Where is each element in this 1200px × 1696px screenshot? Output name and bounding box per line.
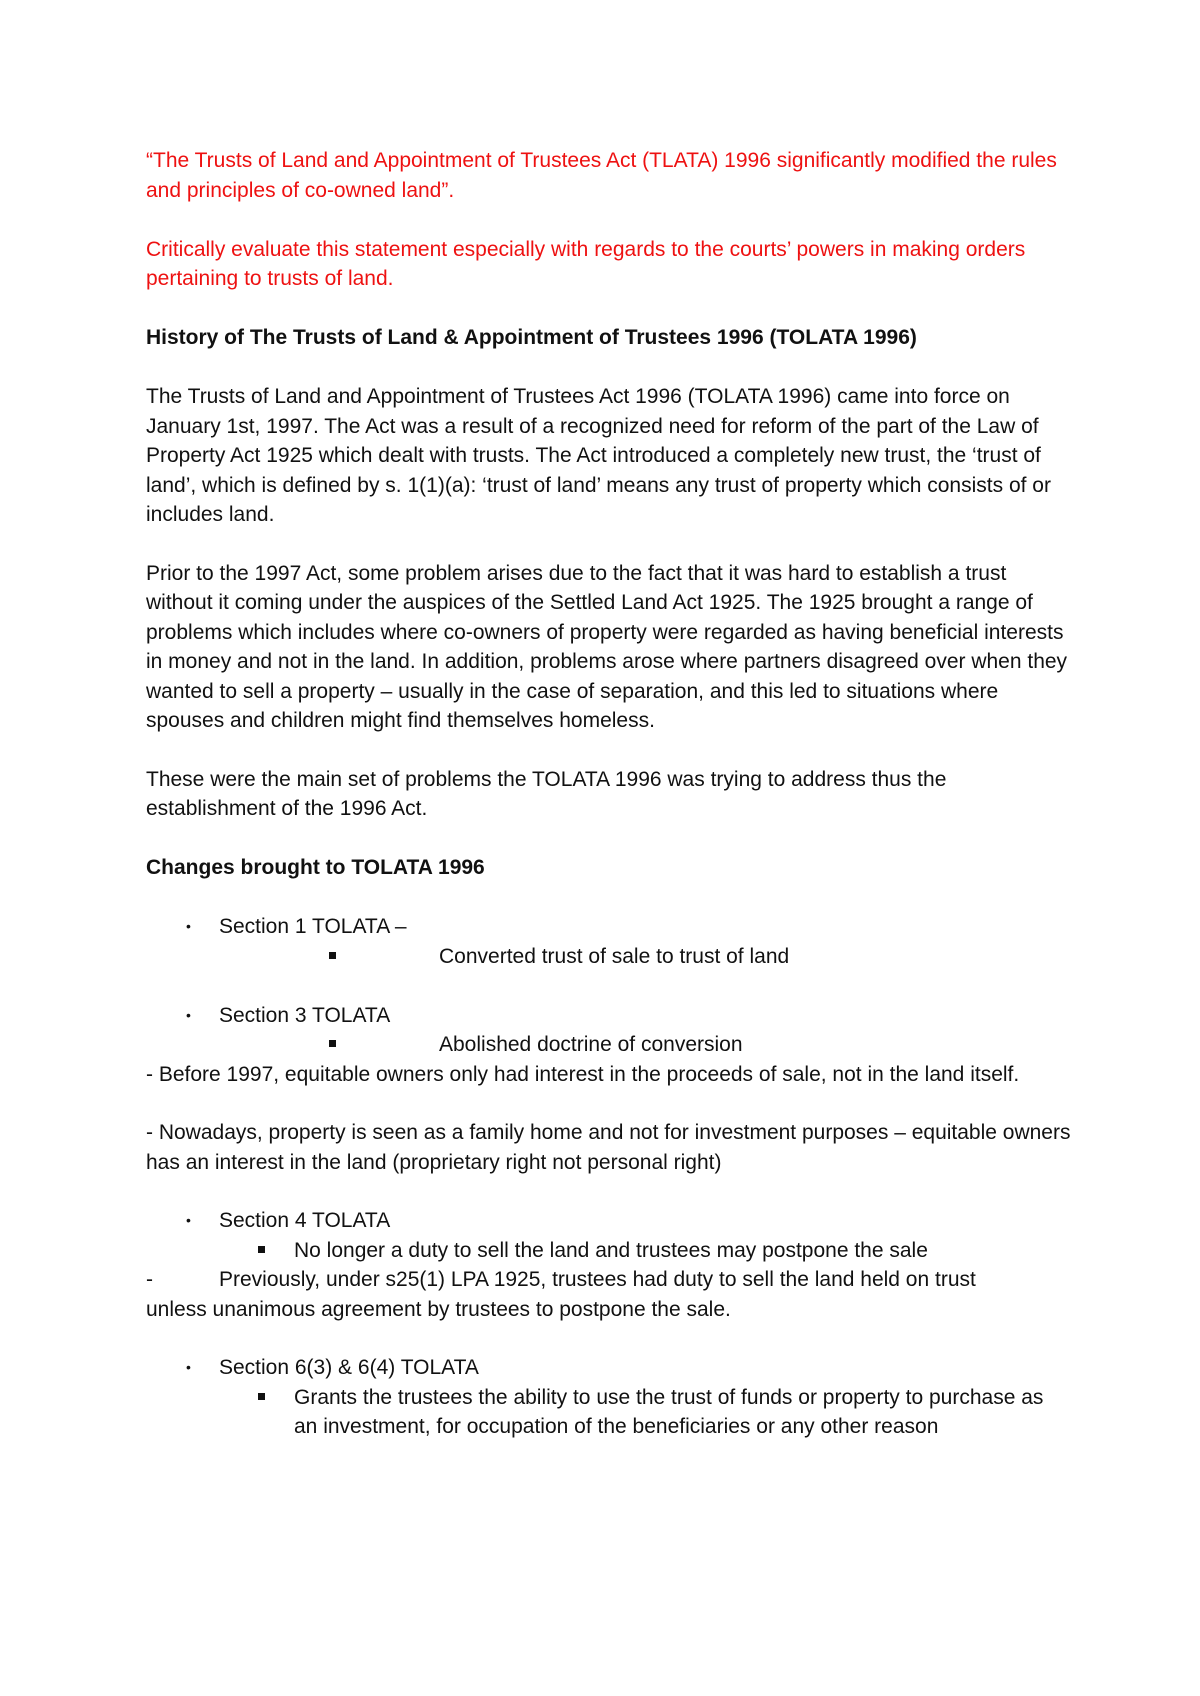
- paragraph-purpose: These were the main set of problems the TOLATA 1996 was trying to address thus the establishment of the 1996 Act.: [146, 767, 947, 820]
- sub-list-item: [146, 1030, 1076, 1060]
- square-bullet-icon: [329, 1040, 336, 1047]
- note-continuation: unless unanimous agreement by trustees to postpone the sale.: [146, 1297, 731, 1321]
- list-item-section-3: [146, 1001, 1076, 1031]
- note-before-1997: - Before 1997, equitable owners only had interest in the proceeds of sale, not in the land itself.: [146, 1062, 1020, 1086]
- paragraph-intro: The Trusts of Land and Appointment of Trustees Act 1996 (TOLATA 1996) came into force on January 1st, 1997. The Act was a result of a recognized need for reform of the part of the Law of Property Act 1925 which dealt with trusts. The Act introduced a completely new trust, the ‘trust of land’, which is defined by s. 1(1)(a): ‘trust of land’ means any trust of property which consists of or includes land.: [146, 385, 1051, 526]
- list-item-section-4: [146, 1206, 1076, 1236]
- dash-marker: -: [146, 1268, 153, 1291]
- square-bullet-icon: [329, 952, 336, 959]
- spacer: [146, 205, 1076, 235]
- sub-list-item-text: Converted trust of sale to trust of land: [439, 944, 790, 968]
- note-text: Previously, under s25(1) LPA 1925, trustees had duty to sell the land held on trust: [219, 1268, 976, 1291]
- bullet-icon: •: [186, 1359, 191, 1375]
- list-item-label: Section 1 TOLATA –: [219, 915, 407, 938]
- paragraph-prior-problems: Prior to the 1997 Act, some problem arises due to the fact that it was hard to establish a trust without it coming under the auspices of the Settled Land Act 1925. The 1925 brought a range of problems which includes where co-owners of property were regarded as having beneficial interests in money and not in the land. In addition, problems arose where partners disagreed over when they wanted to sell a property – usually in the case of separation, and this led to situations where spouses and children might find themselves homeless.: [146, 561, 1068, 732]
- list-item-section-1: [146, 912, 1076, 942]
- note-previously: [146, 1265, 1076, 1295]
- section-heading-changes: Changes brought to TOLATA 1996: [146, 855, 485, 879]
- square-bullet-icon: [258, 1246, 265, 1253]
- list-item-label: Section 4 TOLATA: [219, 1209, 391, 1232]
- document-content: [146, 146, 1076, 1472]
- sub-list-item-text: Grants the trustees the ability to use the trust of funds or property to purchase as an investment, for occupation of the beneficiaries or any other reason: [294, 1385, 1044, 1438]
- sub-list-item-text: Abolished doctrine of conversion: [439, 1033, 743, 1056]
- list-item-section-6: [146, 1353, 1076, 1383]
- section-heading-history: History of The Trusts of Land & Appointment of Trustees 1996 (TOLATA 1996): [146, 325, 917, 349]
- bullet-icon: •: [186, 1006, 191, 1023]
- list-item-label: Section 6(3) & 6(4) TOLATA: [219, 1356, 479, 1379]
- bullet-icon: •: [186, 1212, 191, 1228]
- note-nowadays: - Nowadays, property is seen as a family home and not for investment purposes – equitable owners has an interest in the land (proprietary right not personal right): [146, 1121, 1071, 1174]
- sub-list-item: [146, 942, 1076, 972]
- sub-list-item-text: No longer a duty to sell the land and trustees may postpone the sale: [294, 1238, 928, 1262]
- bullet-icon: •: [186, 918, 191, 934]
- spacer: [146, 971, 1076, 1001]
- sub-list-item: [146, 1236, 1076, 1266]
- list-item-label: Section 3 TOLATA: [219, 1003, 391, 1027]
- essay-question-instruction: Critically evaluate this statement especially with regards to the courts’ powers in making orders pertaining to trusts of land.: [146, 237, 1026, 290]
- essay-question-quote: “The Trusts of Land and Appointment of Trustees Act (TLATA) 1996 significantly modified the rules and principles of co-owned land”.: [146, 149, 1057, 202]
- sub-list-item: [146, 1383, 1076, 1472]
- square-bullet-icon: [258, 1393, 265, 1400]
